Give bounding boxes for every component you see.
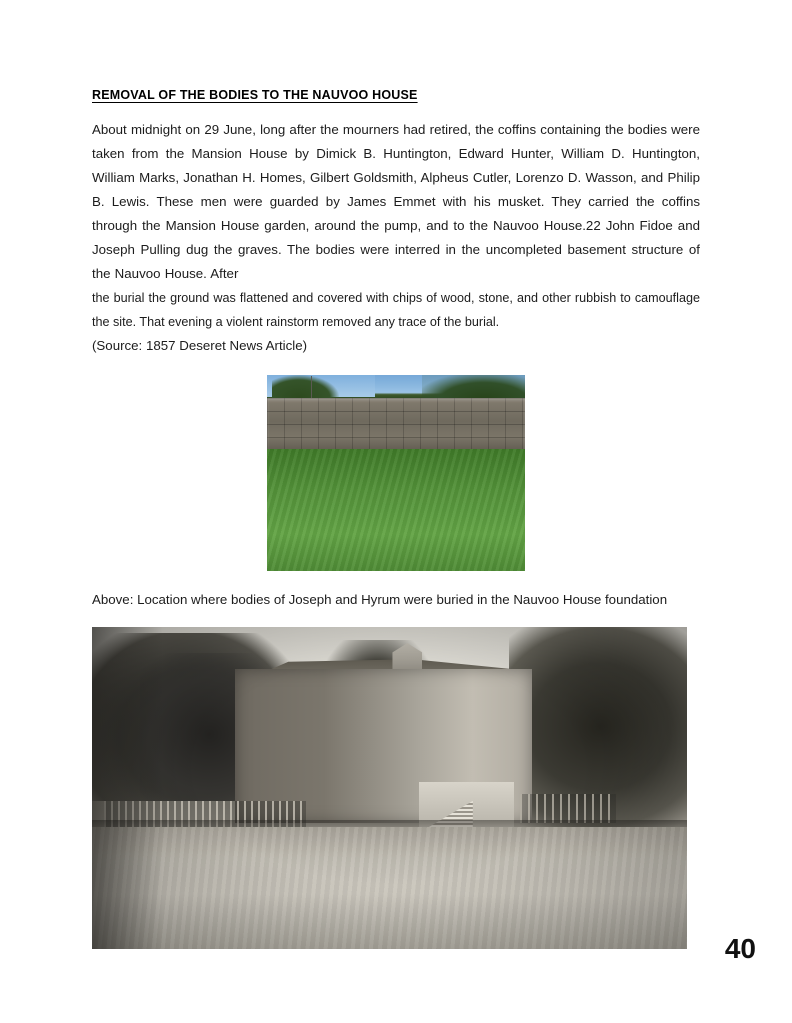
body-paragraph-main: About midnight on 29 June, long after the mourners had retired, the coffins containing the bodies were taken from the Mansion House by Dimick B. Huntington, Edward Hunter, William D. Huntington, William Marks, Jonathan H. Homes, Gilbert Goldsmith, Alpheus Cutler, Lorenzo D. Wasson, and Philip B. Lewis. These men were guarded by James Emmet with his musket. They carried the coffins through the Mansion House garden, around the pump, and to the Nauvoo House.22 John Fidoe and Joseph Pulling dug the graves. The bodies were interred in the uncompleted basement structure of the Nauvoo House. After bbox=[92, 122, 700, 281]
figure-historic-nauvoo-house bbox=[92, 627, 687, 949]
photo-historic-building bbox=[92, 627, 687, 949]
photo-utility-pole bbox=[311, 376, 313, 400]
source-note: (Source: 1857 Deseret News Article) bbox=[92, 338, 308, 353]
photo-stone-wall-grass bbox=[267, 375, 525, 571]
figure-nauvoo-house-burial-site bbox=[267, 375, 525, 571]
body-paragraph-continuation: the burial the ground was flattened and covered with chips of wood, stone, and other rubbish to camouflage the site. That evening a violent rainstorm removed any trace of the burial. bbox=[92, 291, 700, 329]
photo-stone-wall bbox=[267, 398, 525, 451]
figure-1-caption: Above: Location where bodies of Joseph and Hyrum were buried in the Nauvoo House foundation bbox=[92, 592, 668, 607]
page-content bbox=[92, 88, 700, 949]
page-title: REMOVAL OF THE BODIES TO THE NAUVOO HOUSE bbox=[92, 88, 418, 102]
page-number: 40 bbox=[724, 933, 756, 964]
photo2-vignette bbox=[92, 627, 687, 949]
photo-grass-field bbox=[267, 449, 525, 571]
